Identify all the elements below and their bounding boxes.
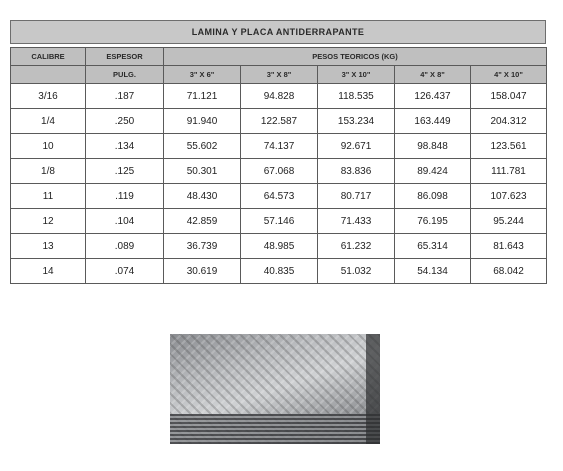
table-cell: 64.573 bbox=[241, 184, 318, 209]
table-cell: .134 bbox=[86, 134, 164, 159]
header-espesor: ESPESOR bbox=[86, 48, 164, 66]
table-body bbox=[11, 84, 547, 284]
spec-sheet bbox=[10, 20, 546, 284]
table-cell: 80.717 bbox=[318, 184, 395, 209]
table-cell: 107.623 bbox=[471, 184, 547, 209]
header-pesos: PESOS TEORICOS (KG) bbox=[164, 48, 547, 66]
checker-plate-photo bbox=[170, 334, 380, 444]
plate-stack-edges bbox=[170, 414, 380, 444]
table-cell: 10 bbox=[11, 134, 86, 159]
table-cell: 65.314 bbox=[395, 234, 471, 259]
table-cell: 67.068 bbox=[241, 159, 318, 184]
table-cell: 71.433 bbox=[318, 209, 395, 234]
table-cell: 48.430 bbox=[164, 184, 241, 209]
header-size: 4" X 10" bbox=[471, 66, 547, 84]
header-calibre: CALIBRE bbox=[11, 48, 86, 66]
table-row bbox=[11, 184, 547, 209]
table-cell: 89.424 bbox=[395, 159, 471, 184]
table-cell: 1/4 bbox=[11, 109, 86, 134]
table-cell: 76.195 bbox=[395, 209, 471, 234]
table-cell: 71.121 bbox=[164, 84, 241, 109]
table-cell: 36.739 bbox=[164, 234, 241, 259]
table-cell: .074 bbox=[86, 259, 164, 284]
table-cell: .187 bbox=[86, 84, 164, 109]
table-row bbox=[11, 234, 547, 259]
header-size: 3" X 10" bbox=[318, 66, 395, 84]
table-cell: 51.032 bbox=[318, 259, 395, 284]
table-cell: 14 bbox=[11, 259, 86, 284]
table-cell: 91.940 bbox=[164, 109, 241, 134]
table-cell: 86.098 bbox=[395, 184, 471, 209]
table-cell: .125 bbox=[86, 159, 164, 184]
table-cell: 57.146 bbox=[241, 209, 318, 234]
table-row bbox=[11, 159, 547, 184]
table-cell: 12 bbox=[11, 209, 86, 234]
table-cell: 123.561 bbox=[471, 134, 547, 159]
table-cell: .250 bbox=[86, 109, 164, 134]
table-cell: 61.232 bbox=[318, 234, 395, 259]
header-blank bbox=[11, 66, 86, 84]
table-row bbox=[11, 134, 547, 159]
photo-shadow bbox=[366, 334, 380, 444]
table-cell: 204.312 bbox=[471, 109, 547, 134]
header-size: 3" X 6" bbox=[164, 66, 241, 84]
table-cell: 68.042 bbox=[471, 259, 547, 284]
table-cell: 122.587 bbox=[241, 109, 318, 134]
table-row bbox=[11, 84, 547, 109]
table-cell: 50.301 bbox=[164, 159, 241, 184]
table-cell: 94.828 bbox=[241, 84, 318, 109]
table-cell: 92.671 bbox=[318, 134, 395, 159]
weights-table bbox=[10, 47, 547, 284]
table-cell: .104 bbox=[86, 209, 164, 234]
table-cell: 42.859 bbox=[164, 209, 241, 234]
header-size: 3" X 8" bbox=[241, 66, 318, 84]
table-cell: 1/8 bbox=[11, 159, 86, 184]
table-cell: 83.836 bbox=[318, 159, 395, 184]
table-cell: 54.134 bbox=[395, 259, 471, 284]
table-cell: 111.781 bbox=[471, 159, 547, 184]
table-cell: 163.449 bbox=[395, 109, 471, 134]
table-row bbox=[11, 109, 547, 134]
table-cell: 74.137 bbox=[241, 134, 318, 159]
table-cell: 81.643 bbox=[471, 234, 547, 259]
header-size: 4" X 8" bbox=[395, 66, 471, 84]
table-cell: 126.437 bbox=[395, 84, 471, 109]
sheet-title: LAMINA Y PLACA ANTIDERRAPANTE bbox=[10, 20, 546, 44]
header-pulg: PULG. bbox=[86, 66, 164, 84]
table-cell: 153.234 bbox=[318, 109, 395, 134]
table-cell: .089 bbox=[86, 234, 164, 259]
table-cell: 118.535 bbox=[318, 84, 395, 109]
table-cell: 98.848 bbox=[395, 134, 471, 159]
table-cell: 48.985 bbox=[241, 234, 318, 259]
table-cell: 55.602 bbox=[164, 134, 241, 159]
table-cell: .119 bbox=[86, 184, 164, 209]
table-row bbox=[11, 209, 547, 234]
table-cell: 3/16 bbox=[11, 84, 86, 109]
table-row bbox=[11, 259, 547, 284]
table-cell: 158.047 bbox=[471, 84, 547, 109]
table-cell: 11 bbox=[11, 184, 86, 209]
table-cell: 13 bbox=[11, 234, 86, 259]
table-cell: 95.244 bbox=[471, 209, 547, 234]
table-cell: 40.835 bbox=[241, 259, 318, 284]
table-cell: 30.619 bbox=[164, 259, 241, 284]
